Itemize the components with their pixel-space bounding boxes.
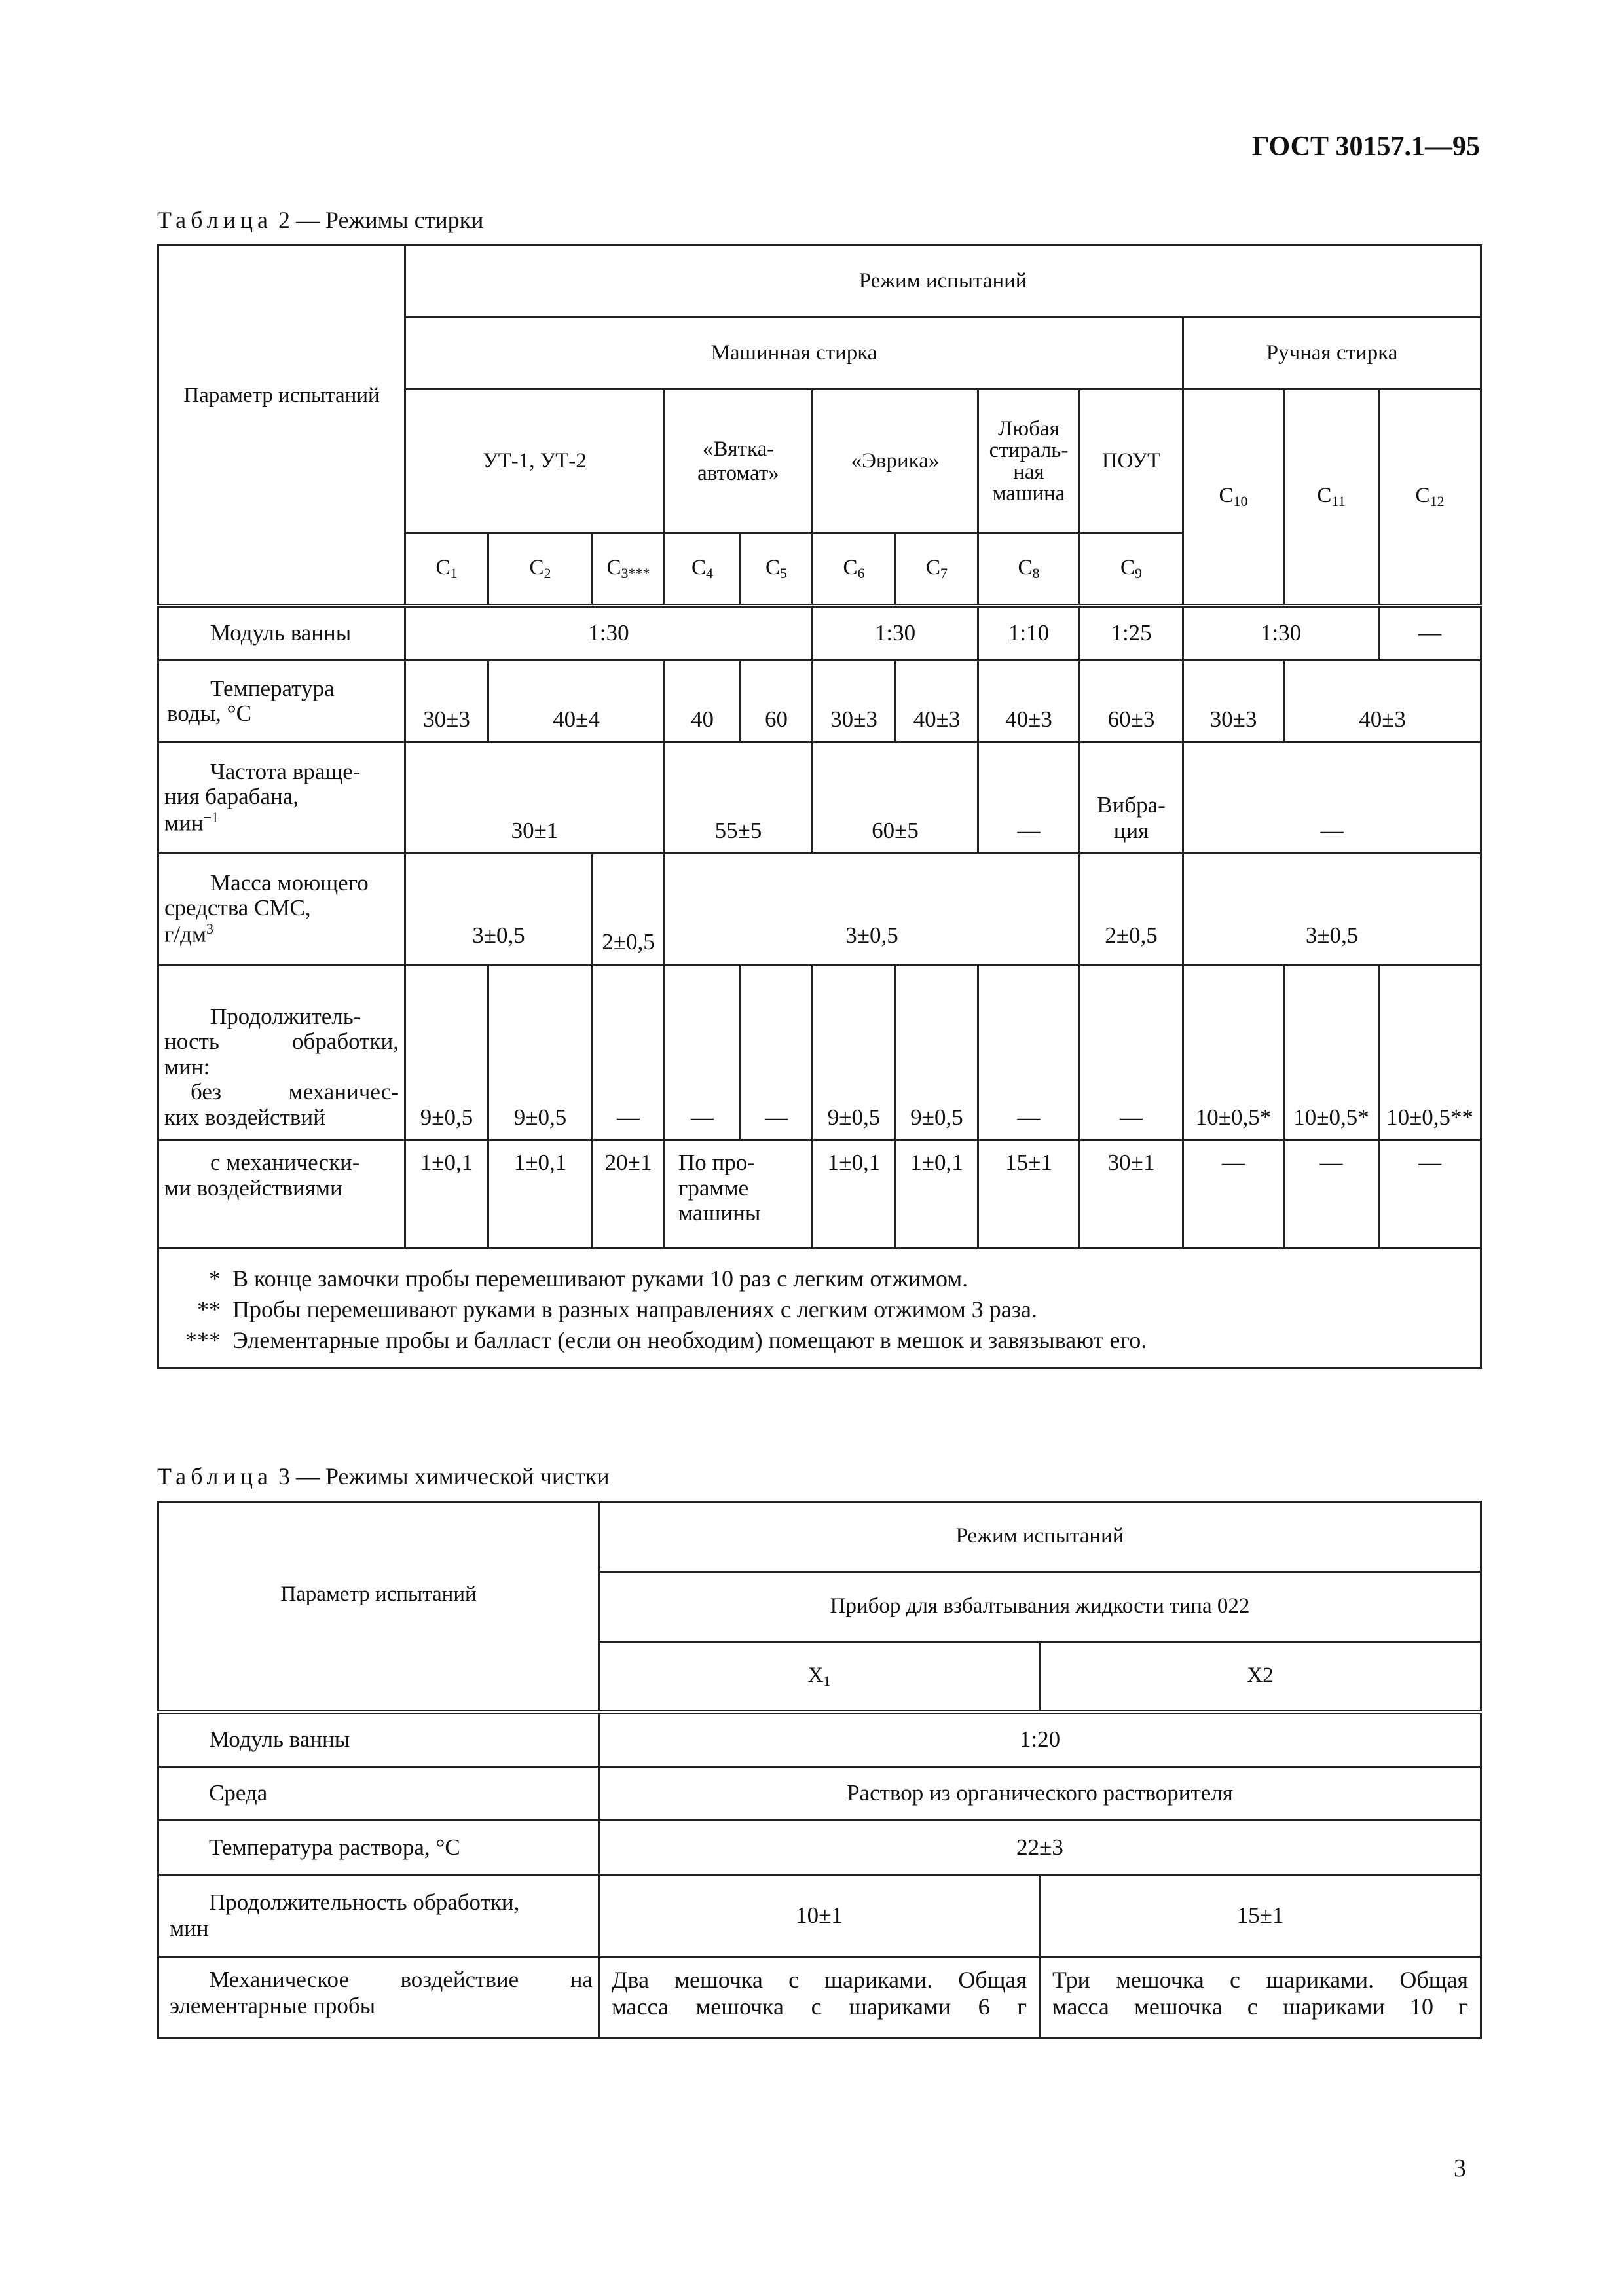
- t3-device-header: Прибор для взбалтывания жидкости типа 022: [599, 1572, 1481, 1642]
- table3-caption: [157, 1463, 610, 1490]
- duration-value: 9±0,5: [813, 965, 896, 1140]
- table3-caption-word: Таблица: [157, 1463, 272, 1489]
- code-index: 7: [940, 565, 948, 582]
- duration-value: —: [978, 965, 1080, 1140]
- code-letter: С: [843, 556, 858, 580]
- code-index: 6: [857, 565, 865, 582]
- t3-row-module-label: Модуль ванны: [158, 1712, 599, 1767]
- mechanical-value: —: [1183, 1140, 1284, 1248]
- temp-value: 60: [741, 661, 813, 742]
- temp-value: 40: [665, 661, 741, 742]
- t3-duration-x1: 10±1: [599, 1875, 1040, 1957]
- mass-value: 3±0,5: [1183, 854, 1481, 965]
- group-pout: ПОУТ: [1080, 390, 1183, 534]
- duration-value: 9±0,5: [488, 965, 593, 1140]
- duration-value: 10±0,5*: [1284, 965, 1379, 1140]
- temp-value: 30±3: [1183, 661, 1284, 742]
- row-mass-label: Масса моющего средства СМС, $г/дм^3$: [158, 854, 405, 965]
- mechanical-value: —: [1379, 1140, 1481, 1248]
- param-header: Параметр испытаний: [158, 246, 405, 606]
- temp-value: 60±3: [1080, 661, 1183, 742]
- code-letter: С: [529, 556, 544, 580]
- t3-row-temp-label: Температура раствора, °С: [158, 1821, 599, 1875]
- mechanical-value: —: [1284, 1140, 1379, 1248]
- group-vyatka: [665, 390, 813, 534]
- module-value: —: [1379, 606, 1481, 661]
- temp-value: 30±3: [405, 661, 488, 742]
- code-c3: [593, 534, 665, 606]
- group-any-machine: [978, 390, 1080, 534]
- code-c12: [1379, 390, 1481, 606]
- code-letter: С: [606, 556, 621, 580]
- t3-medium-value: Раствор из органического растворителя: [599, 1767, 1481, 1821]
- code-letter: С: [435, 556, 451, 580]
- frequency-value: 55±5: [665, 742, 813, 854]
- code-letter: С: [925, 556, 940, 580]
- temp-value: 40±3: [978, 661, 1080, 742]
- temp-value: 40±3: [1284, 661, 1481, 742]
- code-letter: С: [1018, 556, 1033, 580]
- table2-footnotes: [158, 1248, 1481, 1368]
- module-value: 1:10: [978, 606, 1080, 661]
- frequency-vibration: Вибра- ция: [1080, 742, 1183, 854]
- duration-value: 9±0,5: [405, 965, 488, 1140]
- code-index: 8: [1032, 565, 1040, 582]
- code-c9: [1080, 534, 1183, 606]
- temp-value: 40±4: [488, 661, 665, 742]
- code-c5: [741, 534, 813, 606]
- temp-value: 30±3: [813, 661, 896, 742]
- t3-mech-x2: Три мешочка с шариками. Общая масса мешочка с шариками 10 г: [1040, 1957, 1481, 2039]
- mechanical-program: По про- грамме машины: [665, 1140, 813, 1248]
- group-evrika: «Эврика»: [813, 390, 978, 534]
- table2-caption-word: Таблица: [157, 207, 272, 233]
- t3-mech-x1: Два мешочка с шариками. Общая масса мешочка с шариками 6 г: [599, 1957, 1040, 2039]
- mechanical-value: 1±0,1: [488, 1140, 593, 1248]
- mechanical-value: 20±1: [593, 1140, 665, 1248]
- row-mechanical-label: с механически- ми воздействиями: [158, 1140, 405, 1248]
- module-value: 1:25: [1080, 606, 1183, 661]
- group-vyatka-line1: «Вятка-: [702, 437, 775, 462]
- code-c6: [813, 534, 896, 606]
- duration-value: 9±0,5: [896, 965, 978, 1140]
- module-value: 1:30: [405, 606, 813, 661]
- code-c10: [1183, 390, 1284, 606]
- t3-row-mech-label: Механическое воздействие на элементарные пробы: [158, 1957, 599, 2039]
- frequency-value: —: [978, 742, 1080, 854]
- code-index: 1: [450, 565, 458, 582]
- footnote: ** Пробы перемешивают руками в разных направлениях с легким отжимом 3 раза.: [185, 1296, 1037, 1322]
- duration-value: 10±0,5*: [1183, 965, 1284, 1140]
- frequency-value: 30±1: [405, 742, 665, 854]
- t3-row-medium-label: Среда: [158, 1767, 599, 1821]
- code-letter: С: [1415, 484, 1430, 508]
- mechanical-value: 1±0,1: [896, 1140, 978, 1248]
- page-number: 3: [1454, 2155, 1466, 2182]
- group-any-line1: Любая: [998, 416, 1060, 441]
- group-any-line3: ная: [1013, 460, 1044, 484]
- duration-value: —: [1080, 965, 1183, 1140]
- code-c7: [896, 534, 978, 606]
- washing-modes-table: [157, 244, 1482, 1369]
- dry-cleaning-modes-table: [157, 1501, 1482, 2039]
- t3-code-x1: $Х_1$: [599, 1642, 1040, 1712]
- row-module-label: Модуль ванны: [158, 606, 405, 661]
- table3-caption-title: 3 — Режимы химической чистки: [278, 1463, 610, 1489]
- t3-param-header: Параметр испытаний: [158, 1502, 599, 1712]
- code-c4: [665, 534, 741, 606]
- code-c11: [1284, 390, 1379, 606]
- machine-wash-header: Машинная стирка: [405, 318, 1183, 390]
- group-any-line4: машина: [992, 481, 1065, 505]
- mechanical-value: 1±0,1: [405, 1140, 488, 1248]
- footnote: *** Элементарные пробы и балласт (если он необходим) помещают в мешок и завязывают его.: [185, 1326, 1147, 1353]
- t3-mode-header: Режим испытаний: [599, 1502, 1481, 1572]
- code-letter: С: [1120, 556, 1135, 580]
- temp-value: 40±3: [896, 661, 978, 742]
- table2-caption: [157, 206, 483, 234]
- mass-value: 2±0,5: [593, 854, 665, 965]
- code-letter: С: [1219, 484, 1234, 508]
- mass-value: 3±0,5: [405, 854, 593, 965]
- document-code-header: ГОСТ 30157.1—95: [1251, 132, 1480, 162]
- mass-value: 2±0,5: [1080, 854, 1183, 965]
- group-any-line2: стираль-: [989, 438, 1069, 462]
- frequency-value: 60±5: [813, 742, 978, 854]
- group-ut: УТ-1, УТ-2: [405, 390, 665, 534]
- mechanical-value: 1±0,1: [813, 1140, 896, 1248]
- t3-module-value: 1:20: [599, 1712, 1481, 1767]
- row-frequency-label: Частота враще- ния барабана, мин$^{-1}$: [158, 742, 405, 854]
- t3-code-x2: Х2: [1040, 1642, 1481, 1712]
- hand-wash-header: Ручная стирка: [1183, 318, 1481, 390]
- code-letter: С: [765, 556, 780, 580]
- t3-temp-value: 22±3: [599, 1821, 1481, 1875]
- t3-row-duration-label: Продолжительность обработки, мин: [158, 1875, 599, 1957]
- duration-value: —: [665, 965, 741, 1140]
- code-letter: С: [1317, 484, 1332, 508]
- code-index: 9: [1135, 565, 1142, 582]
- row-duration-label: Продолжитель- ность обработки, мин: без механичес- ких воздействий: [158, 965, 405, 1140]
- duration-value: 10±0,5**: [1379, 965, 1481, 1140]
- t3-duration-x2: 15±1: [1040, 1875, 1481, 1957]
- module-value: 1:30: [813, 606, 978, 661]
- code-letter: С: [691, 556, 706, 580]
- footnote: * В конце замочки пробы перемешивают руками 10 раз с легким отжимом.: [185, 1266, 968, 1292]
- code-index: 2: [544, 565, 551, 582]
- code-c2: [488, 534, 593, 606]
- code-index: 4: [706, 565, 713, 582]
- code-index: 12: [1429, 493, 1445, 510]
- duration-value: —: [741, 965, 813, 1140]
- code-c1: [405, 534, 488, 606]
- mode-header: Режим испытаний: [405, 246, 1481, 318]
- mechanical-value: 30±1: [1080, 1140, 1183, 1248]
- code-index: 3***: [621, 565, 650, 582]
- code-index: 10: [1233, 493, 1248, 510]
- code-c8: [978, 534, 1080, 606]
- code-index: 5: [780, 565, 787, 582]
- duration-value: —: [593, 965, 665, 1140]
- code-index: 11: [1331, 493, 1346, 510]
- mechanical-value: 15±1: [978, 1140, 1080, 1248]
- mass-value: 3±0,5: [665, 854, 1080, 965]
- group-vyatka-line2: автомат»: [697, 461, 779, 485]
- table2-caption-title: 2 — Режимы стирки: [278, 207, 484, 233]
- frequency-value: —: [1183, 742, 1481, 854]
- module-value: 1:30: [1183, 606, 1379, 661]
- row-temp-label: Температура воды, °С: [158, 661, 405, 742]
